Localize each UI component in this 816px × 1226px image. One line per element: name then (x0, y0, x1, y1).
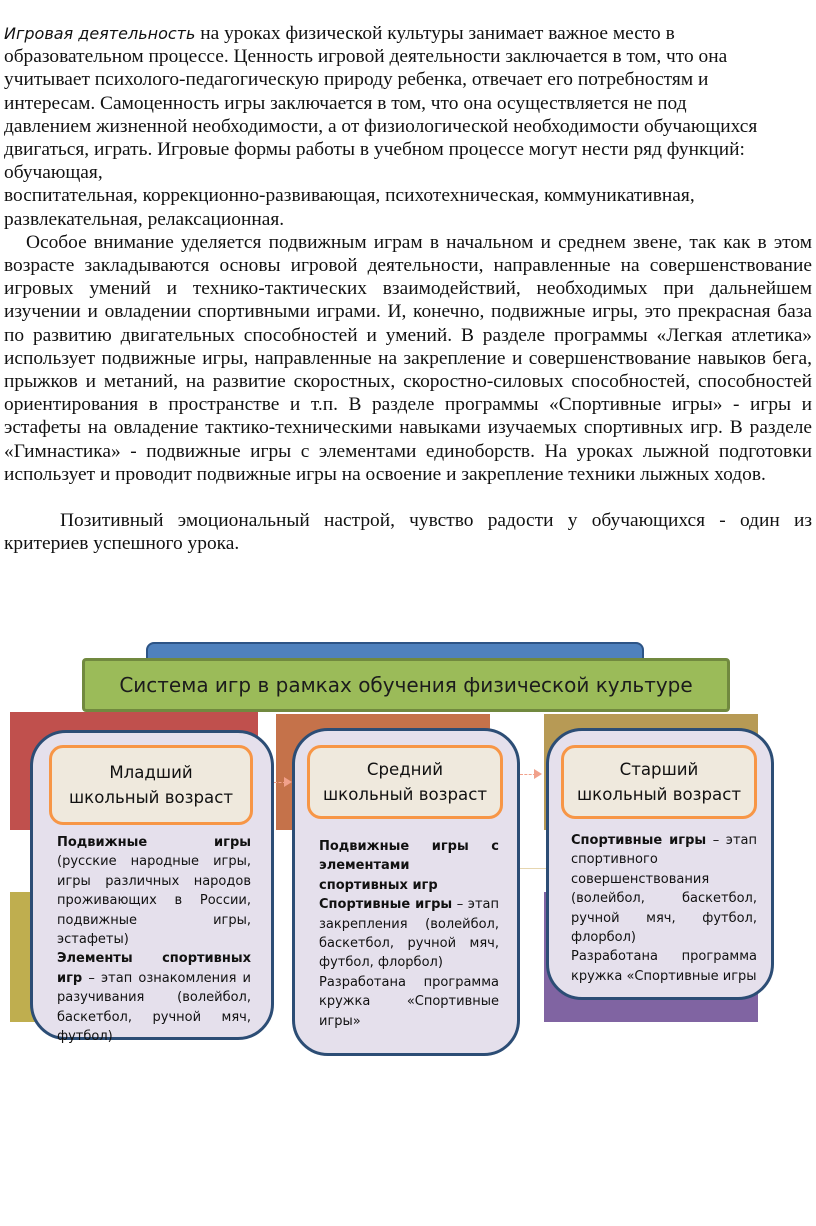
p1-line-1: на уроках физической культуры занимает важное место в (200, 23, 675, 44)
card-middle (292, 728, 520, 1056)
p1-line-2: образовательном процессе. Ценность игровой деятельности заключается в том, что она (4, 46, 728, 68)
games-system-diagram (0, 640, 816, 1080)
card-junior-heading: Младший школьный возраст (49, 745, 253, 825)
p1-line-5: давлением жизненной необходимости, а от физиологической необходимости обучающихся (4, 115, 758, 137)
article-text (4, 22, 812, 555)
p1-line-6: двигаться, играть. Игровые формы работы в учебном процессе могут нести ряд функций: (4, 139, 745, 161)
paragraph-2: Особое внимание уделяется подвижным играм в начальном и среднем звене, так как в этом возрасте закладываются основы игровой деятельности, направленные на совершенствование игровых умений и технико-тактических взаимодействий, необходимых при дальнейшем изучении и овладении спортивными играми. И, конечно, подвижные игры, это прекрасная база по развитию двигательных способностей и умений. В разделе программы «Легкая атлетика» использует подвижные игры, направленные на закрепление и совершенствование навыков бега, прыжков и метаний, на развитие скоростных, скоростно-силовых способностей, способностей ориентирования в пространстве и т.п. В разделе программы «Спортивные игры» - игры и эстафеты на овладение тактико-техническими навыками изучаемых спортивных игр. В разделе «Гимнастика» - подвижные игры с элементами единоборств. На уроках лыжной подготовки использует и проводит подвижные игры на освоение и закрепление техники лыжных ходов. (4, 231, 812, 485)
diagram-title: Система игр в рамках обучения физической культуре (82, 658, 730, 712)
function-line-2: воспитательная, коррекционно-развивающая, психотехническая, коммуникативная, (4, 185, 695, 207)
p1-line-4: интересам. Самоценность игры заключается в том, что она осуществляется не под (4, 92, 687, 114)
paragraph-3: Позитивный эмоциональный настрой, чувство радости у обучающихся - один из критериев успешного урока. (4, 510, 812, 555)
card-senior (546, 728, 774, 1000)
function-list (4, 161, 812, 231)
arrow-head-2 (534, 769, 542, 779)
card-senior-body: Спортивные игры – этап спортивного совершенствования (волейбол, баскетбол, ручной мяч, футбол, флорбол) Разработана программа кружка «Спортивные игры (571, 833, 757, 984)
function-line-3: развлекательная, релаксационная. (4, 208, 285, 230)
lead-phrase: Игровая деятельность (4, 24, 196, 43)
function-line-1: обучающая, (4, 162, 103, 184)
p1-line-3: учитывает психолого-педагогическую природу ребенка, отвечает его потребностям и (4, 69, 709, 91)
card-middle-body: Подвижные игры с элементами спортивных игр Спортивные игры – этап закрепления (волейбол, баскетбол, ручной мяч, футбол, флорбол) Разработана программа кружка «Спортивные игры» (319, 839, 499, 1029)
arrow-head-1 (284, 777, 292, 787)
card-junior (30, 730, 274, 1045)
paragraph-1 (4, 22, 812, 161)
card-junior-body: Подвижные игры (русские народные игры, игры различных народов проживающих в России, подвижные игры, эстафеты) Элементы спортивных игр – этап ознакомления и разучивания (волейбол, баскетбол, ручной мяч, футбол) (57, 835, 251, 1045)
connector-line (520, 868, 546, 869)
card-middle-heading: Средний школьный возраст (307, 745, 503, 819)
card-senior-heading: Старший школьный возраст (561, 745, 757, 819)
